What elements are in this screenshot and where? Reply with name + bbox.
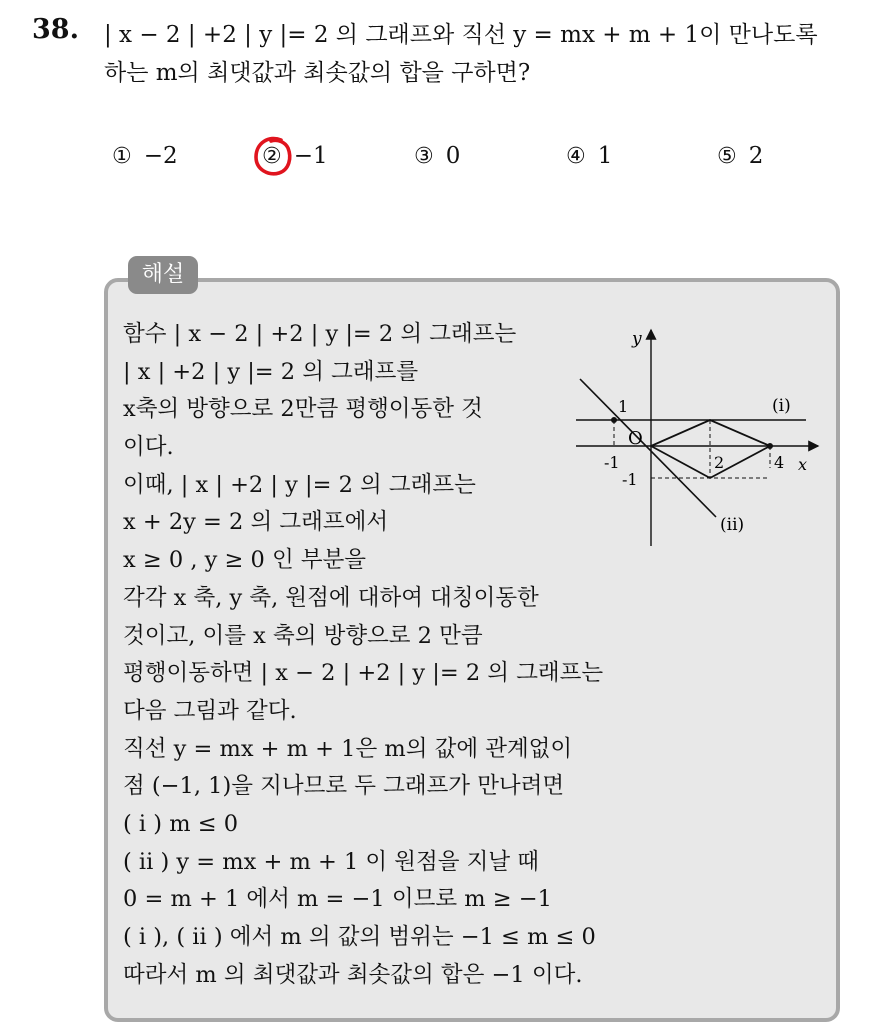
solution-line: 다음 그림과 같다.	[123, 697, 297, 724]
point-4-0	[767, 443, 773, 449]
tick-x-2: 2	[714, 453, 725, 472]
solution-line: 0 = m + 1 에서 m = −1 이므로 m ≥ −1	[123, 886, 552, 913]
choice-2-mark: ②	[262, 144, 282, 169]
choice-1-value: −2	[143, 143, 178, 169]
solution-text	[123, 316, 603, 994]
question-text-line2: 하는 m의 최댓값과 최솟값의 합을 구하면?	[104, 60, 531, 86]
line-ii	[580, 379, 716, 517]
choice-4-mark: ④	[566, 144, 586, 169]
solution-tag: 해설	[128, 256, 198, 294]
solution-line: x + 2y = 2 의 그래프에서	[123, 509, 389, 536]
tick-y-neg1: -1	[622, 470, 638, 489]
choice-3-value: 0	[445, 143, 461, 169]
choice-3-mark: ③	[414, 144, 434, 169]
solution-line: 따라서 m 의 최댓값과 최솟값의 합은 −1 이다.	[123, 961, 583, 988]
solution-line: ( ii ) y = mx + m + 1 이 원점을 지날 때	[123, 848, 540, 875]
tick-x-4: 4	[774, 453, 785, 472]
origin-label: O	[628, 428, 643, 449]
solution-line: | x | +2 | y |= 2 의 그래프를	[123, 358, 419, 385]
x-axis-label: x	[798, 455, 808, 474]
choice-1-mark: ①	[112, 144, 132, 169]
solution-line: ( i ), ( ii ) 에서 m 의 값의 범위는 −1 ≤ m ≤ 0	[123, 924, 596, 950]
choice-5-value: 2	[748, 143, 764, 169]
solution-line: 것이고, 이를 x 축의 방향으로 2 만큼	[123, 622, 483, 649]
y-axis-label: y	[632, 329, 642, 349]
choice-5[interactable]	[717, 143, 763, 169]
solution-line: 각각 x 축, y 축, 원점에 대하여 대칭이동한	[123, 584, 539, 611]
coordinate-graph	[574, 320, 824, 552]
question-text-line1: | x − 2 | +2 | y |= 2 의 그래프와 직선 y = mx + m + 1이 만나도록	[104, 22, 818, 48]
question-number: 38.	[32, 14, 79, 45]
solution-line: 점 (−1, 1)을 지나므로 두 그래프가 만나려면	[123, 773, 565, 800]
label-line-i: (i)	[772, 396, 791, 416]
selected-answer-circle-icon	[251, 134, 295, 178]
tick-x-neg1: -1	[604, 453, 620, 472]
solution-line: 함수 | x − 2 | +2 | y |= 2 의 그래프는	[123, 321, 517, 347]
choice-2-value: −1	[293, 143, 328, 169]
point-neg1-1	[611, 417, 617, 423]
tick-y-1: 1	[618, 397, 629, 416]
solution-line: 이때, | x | +2 | y |= 2 의 그래프는	[123, 471, 476, 498]
solution-line: 평행이동하면 | x − 2 | +2 | y |= 2 의 그래프는	[123, 660, 604, 687]
solution-line: 이다.	[123, 434, 174, 461]
solution-line: x축의 방향으로 2만큼 평행이동한 것	[123, 396, 483, 423]
choice-5-mark: ⑤	[717, 144, 737, 169]
choice-4-value: 1	[597, 143, 613, 169]
choice-3[interactable]	[414, 143, 460, 169]
answer-choices	[0, 143, 884, 177]
choice-1[interactable]	[112, 143, 178, 169]
solution-line: ( i ) m ≤ 0	[123, 810, 239, 837]
solution-line: x ≥ 0 , y ≥ 0 인 부분을	[123, 547, 367, 574]
label-line-ii: (ii)	[720, 515, 745, 535]
choice-4[interactable]	[566, 143, 612, 169]
solution-line: 직선 y = mx + m + 1은 m의 값에 관계없이	[123, 735, 573, 762]
